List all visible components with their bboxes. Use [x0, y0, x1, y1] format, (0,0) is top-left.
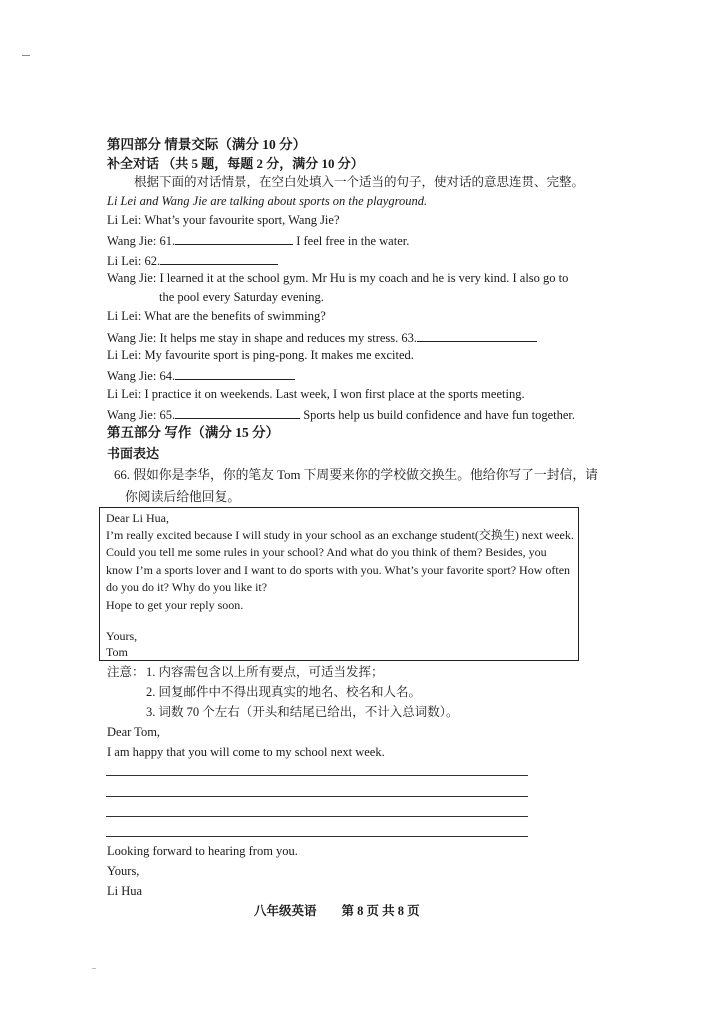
- part4-instruction: 根据下面的对话情景，在空白处填入一个适当的句子，使对话的意思连贯、完整。: [134, 175, 585, 189]
- answer-blank-63[interactable]: [417, 329, 537, 342]
- reply-closing: Looking forward to hearing from you.: [107, 844, 298, 858]
- dialogue-line: Wang Jie: I learned it at the school gym. Mr Hu is my coach and he is very kind. I also go to: [107, 271, 569, 285]
- dialogue-line-continued: the pool every Saturday evening.: [159, 290, 324, 304]
- writing-line[interactable]: [106, 796, 528, 797]
- dialogue-speaker-text: Wang Jie: 65.: [107, 408, 176, 422]
- page-footer: 八年级英语 第 8 页 共 8 页: [254, 904, 420, 918]
- dialogue-speaker-text: Li Lei: 62.: [107, 254, 161, 268]
- note-item: 2. 回复邮件中不得出现真实的地名、校名和人名。: [146, 685, 422, 699]
- answer-blank-62[interactable]: [160, 252, 278, 265]
- dialogue-context: Li Lei and Wang Jie are talking about sports on the playground.: [107, 194, 428, 208]
- answer-blank-61[interactable]: [175, 232, 293, 245]
- letter-line: do you do it? Why do you like it?: [106, 580, 268, 594]
- dialogue-speaker-text: Wang Jie: 64.: [107, 369, 176, 383]
- note-item: 1. 内容需包含以上所有要点，可适当发挥；: [146, 665, 384, 679]
- dialogue-line-q63: [107, 329, 537, 346]
- writing-line[interactable]: [106, 816, 528, 817]
- letter-line: know I’m a sports lover and I want to do sports with you. What’s your favorite sport? How often: [106, 563, 571, 577]
- part5-title: 第五部分 写作（满分 15 分）: [107, 425, 280, 440]
- dialogue-line: Li Lei: What are the benefits of swimming?: [107, 309, 326, 323]
- dialogue-after-text: I feel free in the water.: [293, 234, 410, 248]
- question-66-text: 66. 假如你是李华，你的笔友 Tom 下周要来你的学校做交换生。他给你写了一封信，请: [114, 468, 598, 482]
- dialogue-line-q64: [107, 367, 295, 384]
- reply-greeting: Dear Tom,: [107, 725, 161, 739]
- dialogue-line-q61: [107, 232, 409, 249]
- dialogue-line-q65: [107, 406, 575, 423]
- notes-label: 注意：: [107, 665, 145, 679]
- reply-signoff: Yours,: [107, 864, 140, 878]
- letter-line: Hope to get your reply soon.: [106, 598, 244, 612]
- part4-title: 第四部分 情景交际（满分 10 分）: [107, 137, 307, 152]
- dialogue-line: Li Lei: My favourite sport is ping-pong. It makes me excited.: [107, 348, 414, 362]
- reply-name: Li Hua: [107, 884, 143, 898]
- dialogue-line: Li Lei: I practice it on weekends. Last week, I won first place at the sports meeting.: [107, 387, 525, 401]
- dialogue-line-q62: [107, 252, 278, 269]
- part4-subtitle: 补全对话 （共 5 题，每题 2 分，满分 10 分）: [107, 156, 364, 171]
- dialogue-after-text: Sports help us build confidence and have fun together.: [300, 408, 576, 422]
- answer-blank-64[interactable]: [175, 367, 295, 380]
- scan-mark: [92, 968, 96, 969]
- part5-subtitle: 书面表达: [107, 446, 160, 461]
- question-66-text-continued: 你阅读后给他回复。: [125, 490, 241, 504]
- letter-line: Yours,: [106, 629, 138, 643]
- dialogue-speaker-text: Wang Jie: 61.: [107, 234, 176, 248]
- writing-line[interactable]: [106, 836, 528, 837]
- dialogue-speaker-text: Wang Jie: It helps me stay in shape and reduces my stress. 63.: [107, 331, 418, 345]
- dialogue-line: Li Lei: What’s your favourite sport, Wang Jie?: [107, 213, 340, 227]
- letter-line: I’m really excited because I will study in your school as an exchange student(交换生) next week.: [106, 528, 574, 542]
- answer-blank-65[interactable]: [175, 406, 300, 419]
- reply-opening: I am happy that you will come to my school next week.: [107, 745, 385, 759]
- letter-line: Could you tell me some rules in your school? And what do you think of them? Besides, you: [106, 545, 547, 559]
- writing-line[interactable]: [106, 775, 528, 776]
- scan-mark: [22, 55, 30, 56]
- letter-line: Dear Li Hua,: [106, 511, 169, 525]
- note-item: 3. 词数 70 个左右（开头和结尾已给出，不计入总词数）。: [146, 705, 459, 719]
- letter-signature: Tom: [106, 645, 128, 659]
